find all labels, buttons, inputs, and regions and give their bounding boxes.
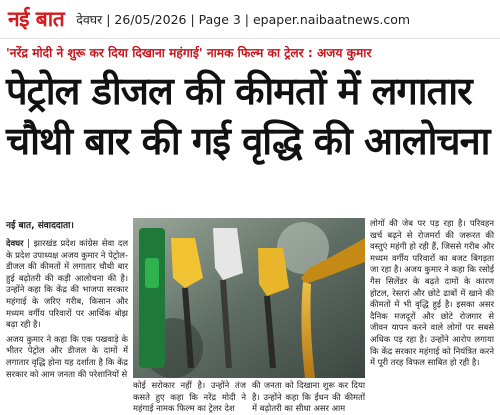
- column-1-paragraph-1: [6, 238, 128, 331]
- photo-adjacent-text: [133, 380, 365, 415]
- headline-line-1: पेट्रोल डीजल की कीमतों में लगातार: [6, 69, 472, 113]
- column-2-text-left: कोई सरोकार नहीं है। उन्होंने तंज कसते हुए कहा कि नरेंद्र मोदी ने महंगाई नामक फिल्म का ट्रेलर देश: [133, 380, 246, 414]
- byline: नई बात, संवाददाता।: [6, 221, 74, 231]
- newspaper-logo[interactable]: नई बात: [8, 7, 65, 31]
- article-headline: [6, 66, 496, 166]
- column-3-paragraph-1: लोगों की जेब पर पड़ रहा है। परिवहन खर्च बढ़ने से रोजमर्रा की जरूरत की वस्तुएं महंगी हो रही हैं, जिससे गरीब और मध्यम वर्गीय परिवारों का बजट बिगड़ता जा रहा है। अजय कुमार ने कहा कि रसोई गैस सिलेंडर के बढ़ते दामों के कारण होटल, रेस्तरां और छोटे ढाबों में खाने की कीमतों में भी वृद्धि हुई है। इसका असर दैनिक मजदूरों और छोटे रोजगार से जीवन यापन करने वाले लोगों पर सबसे अधिक पड़ रहा है। उन्होंने आरोप लगाया कि केंद्र सरकार महंगाई को नियंत्रित करने में पूरी तरह विफल साबित हो रही है।: [370, 218, 494, 368]
- article-kicker: 'नरेंद्र मोदी ने शुरू कर दिया दिखाना महंगाई' नामक फिल्म का ट्रेलर : अजय कुमार: [6, 46, 372, 60]
- article-column-1: [6, 238, 128, 383]
- column-2-text-right: की जनता को दिखाना शुरू कर दिया है। उन्होंने कहा कि ईंधन की कीमतों में बढ़ोतरी का सीधा असर आम: [252, 380, 365, 414]
- edition-info: देवघर | 26/05/2026 | Page 3 | epaper.naibaatnews.com: [76, 11, 411, 27]
- fuel-pump-illustration: [133, 218, 365, 378]
- article-column-3: [370, 218, 494, 371]
- column-1-paragraph-2: अजय कुमार ने कहा कि एक पखवाड़े के भीतर पेट्रोल और डीजल के दामों में लगातार वृद्धि होना यह दर्शाता है कि केंद्र सरकार को आम जनता की परेशानियों से: [6, 333, 128, 379]
- dateline: देवघर: [6, 238, 24, 248]
- column-1-text-1: | झारखंड प्रदेश कांग्रेस सेवा दल के प्रदेश उपाध्यक्ष अजय कुमार ने पेट्रोल-डीजल की कीमतों में लगातार चौथी बार हुई बढ़ोतरी की कड़ी आलोचना की है। उन्होंने कहा कि केंद्र की भाजपा सरकार महंगाई के जरिए गरीब, किसान और मध्यम वर्गीय परिवारों पर आर्थिक बोझ बढ़ा रही है।: [6, 238, 128, 330]
- fuel-nozzle-photo: [133, 218, 365, 378]
- headline-line-2: चौथी बार की गई वृद्धि की आलोचना: [6, 119, 490, 163]
- masthead: [0, 0, 500, 39]
